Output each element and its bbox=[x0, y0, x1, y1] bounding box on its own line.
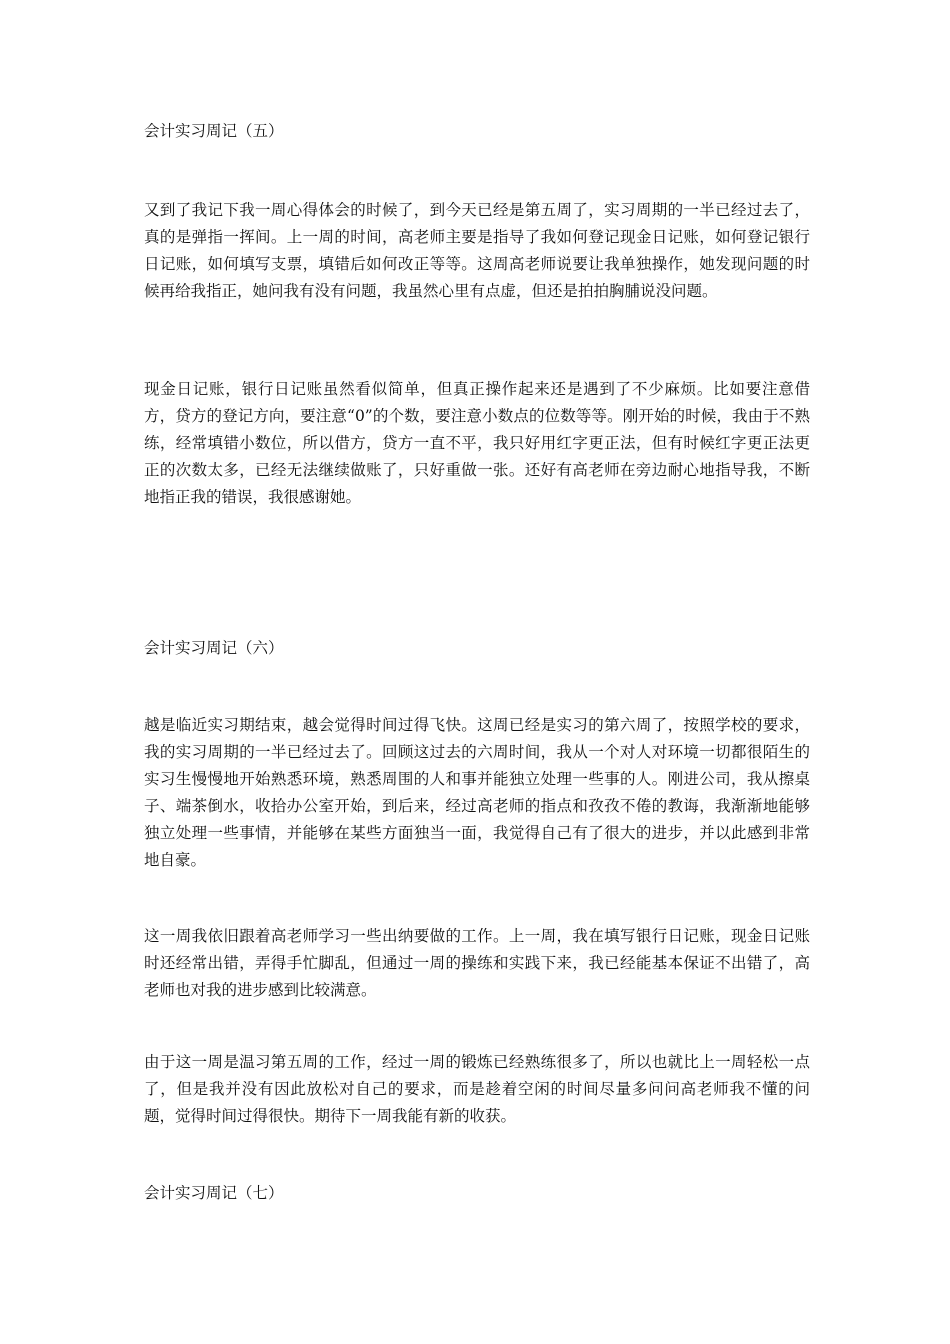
paragraph-week5-1: 又到了我记下我一周心得体会的时候了，到今天已经是第五周了，实习周期的一半已经过去了，真的是弹指一挥间。上一周的时间，高老师主要是指导了我如何登记现金日记账，如何登记银行日记账，如何填写支票，填错后如何改正等等。这周高老师说要让我单独操作，她发现问题的时候再给我指正，她问我有没有问题，我虽然心里有点虚，但还是拍拍胸脯说没问题。 bbox=[144, 201, 810, 300]
section-title-week5: 会计实习周记（五） bbox=[144, 122, 284, 140]
section-title-week7: 会计实习周记（七） bbox=[144, 1184, 284, 1202]
paragraph-week5-2: 现金日记账，银行日记账虽然看似简单，但真正操作起来还是遇到了不少麻烦。比如要注意借方，贷方的登记方向，要注意“0”的个数，要注意小数点的位数等等。刚开始的时候，我由于不熟练，经常填错小数位，所以借方，贷方一直不平，我只好用红字更正法，但有时候红字更正法更正的次数太多，已经无法继续做账了，只好重做一张。还好有高老师在旁边耐心地指导我，不断地指正我的错误，我很感谢她。 bbox=[144, 380, 810, 506]
section-title-week6: 会计实习周记（六） bbox=[144, 639, 284, 657]
paragraph-week6-1: 越是临近实习期结束，越会觉得时间过得飞快。这周已经是实习的第六周了，按照学校的要求，我的实习周期的一半已经过去了。回顾这过去的六周时间，我从一个对人对环境一切都很陌生的实习生慢慢地开始熟悉环境，熟悉周围的人和事并能独立处理一些事的人。刚进公司，我从擦桌子、端茶倒水，收拾办公室开始，到后来，经过高老师的指点和孜孜不倦的教诲，我渐渐地能够独立处理一些事情，并能够在某些方面独当一面，我觉得自己有了很大的进步，并以此感到非常地自豪。 bbox=[144, 716, 810, 869]
paragraph-week6-2: 这一周我依旧跟着高老师学习一些出纳要做的工作。上一周，我在填写银行日记账，现金日记账时还经常出错，弄得手忙脚乱，但通过一周的操练和实践下来，我已经能基本保证不出错了，高老师也对我的进步感到比较满意。 bbox=[144, 927, 810, 999]
paragraph-week6-3: 由于这一周是温习第五周的工作，经过一周的锻炼已经熟练很多了，所以也就比上一周轻松一点了，但是我并没有因此放松对自己的要求，而是趁着空闲的时间尽量多问问高老师我不懂的问题，觉得时间过得很快。期待下一周我能有新的收获。 bbox=[144, 1053, 810, 1125]
